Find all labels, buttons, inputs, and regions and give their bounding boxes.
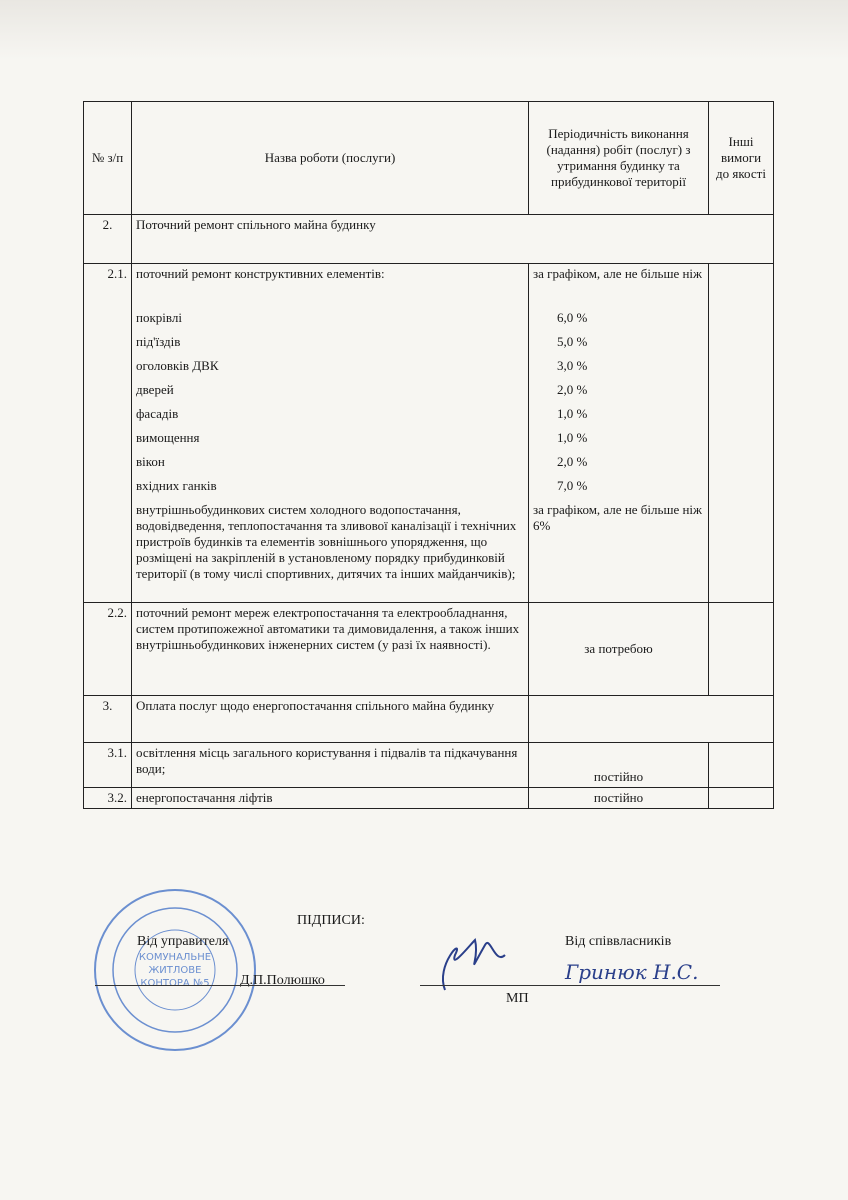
row-2-1-systems-period: за графіком, але не більше ніж 6% <box>533 502 703 533</box>
row-3-2-name: енергопостачання ліфтів <box>132 788 529 809</box>
svg-text:ЖИТЛОВЕ: ЖИТЛОВЕ <box>148 965 202 976</box>
item-value-unit: % <box>576 454 588 469</box>
item-name: фасадів <box>136 406 179 421</box>
row-2-2-name: поточний ремонт мереж електропостачання та електрообладнання, систем протипожежної автоматики та димовидалення, а також інших внутрішньобудинкових інженерних систем (у разі їх наявності). <box>132 603 529 696</box>
row-2-2-num: 2.2. <box>84 603 132 696</box>
official-stamp-icon <box>90 885 260 1055</box>
item-name: оголовків ДВК <box>136 358 219 373</box>
section-2-row <box>84 215 774 264</box>
row-3-2-num: 3.2. <box>84 788 132 809</box>
item-value-unit: % <box>576 406 588 421</box>
row-2-1-intro: поточний ремонт конструктивних елементів: <box>136 266 385 281</box>
row-2-1-period <box>529 264 709 603</box>
row-2-2-other <box>709 603 774 696</box>
item-value-unit: % <box>576 478 588 493</box>
section-3-row <box>84 696 774 743</box>
row-3-1 <box>84 743 774 788</box>
svg-text:КОМУНАЛЬНЕ: КОМУНАЛЬНЕ <box>138 952 212 963</box>
item-value-unit: % <box>576 310 588 325</box>
item-name: вхідних ганків <box>136 478 217 493</box>
svg-text:КОНТОРА №5: КОНТОРА №5 <box>140 978 210 989</box>
item-name: дверей <box>136 382 174 397</box>
services-table <box>83 101 774 809</box>
section-3-title: Оплата послуг щодо енергопостачання спільного майна будинку <box>132 696 529 743</box>
item-value-unit: % <box>576 334 588 349</box>
row-2-1-other <box>709 264 774 603</box>
item-value-number: 1,0 <box>557 430 574 445</box>
item-name: покрівлі <box>136 310 182 325</box>
from-manager-label: Від управителя <box>137 934 229 949</box>
row-2-2-period: за потребою <box>529 603 709 696</box>
item-value-unit: % <box>576 358 588 373</box>
row-2-1-intro-period: за графіком, але не більше ніж <box>533 266 703 281</box>
item-value <box>533 450 704 474</box>
item-value <box>533 354 704 378</box>
item-value-unit: % <box>576 382 588 397</box>
row-3-2 <box>84 788 774 809</box>
mp-label: МП <box>506 991 529 1006</box>
row-3-1-other <box>709 743 774 788</box>
item-value <box>533 378 704 402</box>
item-name: вимощення <box>136 430 200 445</box>
manager-signature-line <box>95 985 345 986</box>
signatures-title: ПІДПИСИ: <box>297 913 365 928</box>
manager-name: Д.П.Полюшко <box>240 973 325 988</box>
item-value-unit: % <box>576 430 588 445</box>
header-periodicity: Періодичність виконання (надання) робіт (послуг) з утримання будинку та прибудинкової території <box>529 102 709 215</box>
row-2-1-name <box>132 264 529 603</box>
section-2-num: 2. <box>84 215 132 264</box>
header-num: № з/п <box>84 102 132 215</box>
item-value-number: 3,0 <box>557 358 574 373</box>
item-value-number: 5,0 <box>557 334 574 349</box>
section-3-empty <box>529 696 774 743</box>
row-3-2-other <box>709 788 774 809</box>
row-2-1 <box>84 264 774 603</box>
item-name: під'їздів <box>136 334 181 349</box>
item-name: вікон <box>136 454 165 469</box>
row-3-2-period: постійно <box>529 788 709 809</box>
table-header-row <box>84 102 774 215</box>
item-value-number: 2,0 <box>557 454 574 469</box>
item-value-number: 2,0 <box>557 382 574 397</box>
item-value <box>533 330 704 354</box>
row-3-1-name: освітлення місць загального користування і підвалів та підкачування води; <box>132 743 529 788</box>
item-value-number: 6,0 <box>557 310 574 325</box>
row-2-1-systems: внутрішньобудинкових систем холодного водопостачання, водовідведення, теплопостачання та зливової каналізації і технічних пристроїв будинків та елементів зовнішнього упорядження, що розміщені на закріпленій в установленому порядку прибудинковій території (в тому числі спортивних, дитячих та інших майданчиків); <box>136 502 517 581</box>
from-owners-label: Від співвласників <box>565 934 672 949</box>
item-value <box>533 402 704 426</box>
row-2-2 <box>84 603 774 696</box>
item-value <box>533 426 704 450</box>
header-name: Назва роботи (послуги) <box>132 102 529 215</box>
item-value-number: 7,0 <box>557 478 574 493</box>
row-3-1-num: 3.1. <box>84 743 132 788</box>
item-value <box>533 474 704 498</box>
row-3-1-period: постійно <box>529 743 709 788</box>
item-value <box>533 306 704 330</box>
header-other: Інші вимоги до якості <box>709 102 774 215</box>
item-value-number: 1,0 <box>557 406 574 421</box>
section-2-title: Поточний ремонт спільного майна будинку <box>132 215 774 264</box>
owners-signature-line <box>420 985 720 986</box>
owner-handwritten-name: Гринюк Н.С. <box>565 960 699 984</box>
row-2-1-num: 2.1. <box>84 264 132 603</box>
section-3-num: 3. <box>84 696 132 743</box>
page-top-shade <box>0 0 848 60</box>
signatures-block <box>0 880 848 1040</box>
